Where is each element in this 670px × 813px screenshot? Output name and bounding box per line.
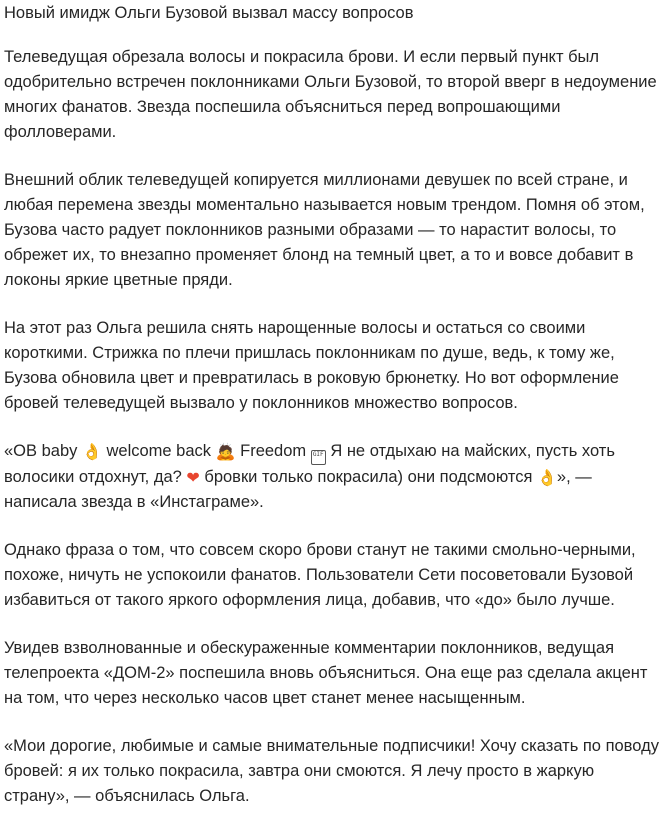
article-title: Новый имидж Ольги Бузовой вызвал массу вопросов <box>4 4 414 22</box>
ok-hand-icon: 👌 <box>536 470 557 487</box>
paragraph-explanation: Увидев взволнованные и обескураженные комментарии поклонников, ведущая телепроекта «ДОМ-2» поспешила вновь объясниться. Она еще раз сделала акцент на том, что через несколько часов цвет станет менее насыщенным. <box>4 639 648 707</box>
quote-text-1: «ОВ baby <box>4 442 82 460</box>
quote-text-5: бровки только покрасила) они подсмоются <box>199 468 537 486</box>
paragraph-intro: Телеведущая обрезала волосы и покрасила брови. И если первый пункт был одобрительно встречен поклонниками Ольги Бузовой, то второй вверг в недоумение многих фанатов. Звезда поспешила объясниться перед вопрошающими фолловерами. <box>4 48 657 141</box>
quote-text-6: », — написала звезда в «Инстаграме». <box>4 468 592 511</box>
paragraph-final-quote: «Мои дорогие, любимые и самые внимательные подписчики! Хочу сказать по поводу бровей: я их только покрасила, завтра они смоются. Я лечу просто в жаркую страну», — объяснилась Ольга. <box>4 737 659 805</box>
quote-text-3: Freedom <box>235 442 311 460</box>
paragraph-fans-reaction: Однако фраза о том, что совсем скоро брови станут не такими смольно-черными, похоже, ничуть не успокоили фанатов. Пользователи Сети посоветовали Бузовой избавиться от такого яркого оформления лица, добавив, что «до» было лучше. <box>4 541 636 609</box>
gif-icon: GIF <box>311 450 326 465</box>
paragraph-haircut: На этот раз Ольга решила снять нарощенные волосы и остаться со своими короткими. Стрижка по плечи пришлась поклонникам по душе, ведь, к тому же, Бузова обновила цвет и превратилась в роковую брюнетку. Но вот оформление бровей телеведущей вызвало у поклонников множество вопросов. <box>4 319 619 412</box>
heart-icon: ❤ <box>186 470 200 487</box>
paragraph-trend: Внешний облик телеведущей копируется миллионами девушек по всей стране, и любая перемена звезды моментально называется новым трендом. Помня об этом, Бузова часто радует поклонников разными образами — то нарастит волосы, то обрежет их, то внезапно променяет блонд на темный цвет, а то и вовсе добавит в локоны яркие цветные пряди. <box>4 171 645 289</box>
instagram-quote <box>4 439 664 515</box>
quote-text-2: welcome back <box>101 442 216 460</box>
ok-hand-icon: 👌 <box>81 444 102 461</box>
quote-text-4: Я не отдыхаю на майских, пусть хоть волосики отдохнут, да? <box>4 442 615 486</box>
person-icon: 🙇 <box>215 444 236 461</box>
